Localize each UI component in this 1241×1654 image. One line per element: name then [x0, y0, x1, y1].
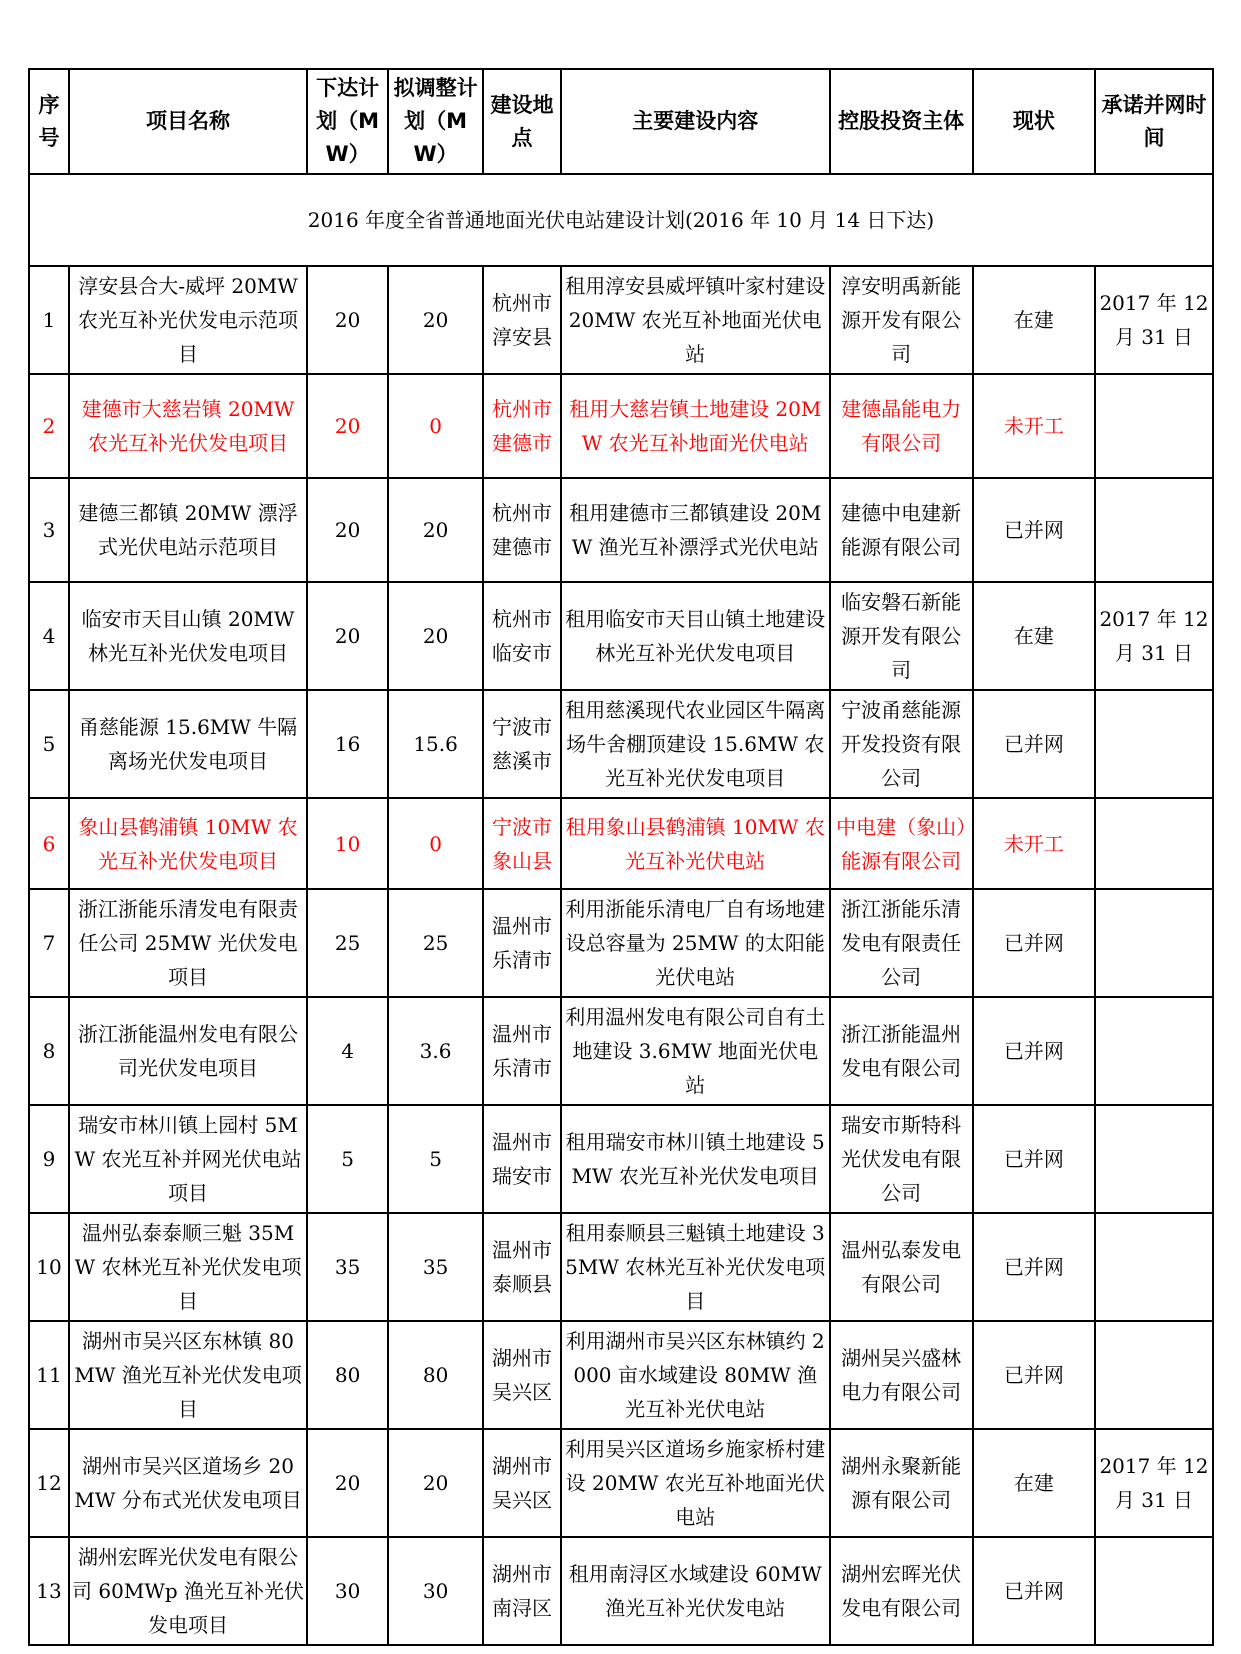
header-seq: 序号	[29, 69, 69, 174]
table-row	[29, 690, 1213, 798]
cell-status: 已并网	[973, 478, 1095, 582]
cell-grid-time	[1095, 1321, 1213, 1429]
header-investor: 控股投资主体	[830, 69, 973, 174]
cell-project-name: 浙江浙能乐清发电有限责任公司 25MW 光伏发电项目	[69, 889, 307, 997]
cell-adjusted-mw: 20	[388, 582, 483, 690]
cell-content: 利用温州发电有限公司自有土地建设 3.6MW 地面光伏电站	[561, 997, 830, 1105]
header-row	[29, 69, 1213, 174]
cell-status: 已并网	[973, 1321, 1095, 1429]
cell-grid-time	[1095, 374, 1213, 478]
cell-status: 在建	[973, 266, 1095, 374]
header-status: 现状	[973, 69, 1095, 174]
cell-status: 未开工	[973, 798, 1095, 889]
cell-grid-time	[1095, 997, 1213, 1105]
cell-content: 租用南浔区水域建设 60MW 渔光互补光伏发电站	[561, 1537, 830, 1645]
cell-project-name: 甬慈能源 15.6MW 牛隔离场光伏发电项目	[69, 690, 307, 798]
cell-grid-time: 2017 年 12 月 31 日	[1095, 1429, 1213, 1537]
cell-content: 租用瑞安市林川镇土地建设 5MW 农光互补光伏发电项目	[561, 1105, 830, 1213]
cell-planned-mw: 20	[307, 1429, 388, 1537]
table-row	[29, 374, 1213, 478]
cell-status: 在建	[973, 1429, 1095, 1537]
cell-planned-mw: 80	[307, 1321, 388, 1429]
cell-planned-mw: 30	[307, 1537, 388, 1645]
cell-location: 湖州市南浔区	[483, 1537, 561, 1645]
cell-grid-time	[1095, 1105, 1213, 1213]
cell-status: 已并网	[973, 690, 1095, 798]
cell-location: 温州市瑞安市	[483, 1105, 561, 1213]
cell-location: 温州市泰顺县	[483, 1213, 561, 1321]
cell-location: 宁波市象山县	[483, 798, 561, 889]
cell-adjusted-mw: 20	[388, 1429, 483, 1537]
cell-location: 温州市乐清市	[483, 889, 561, 997]
table-row	[29, 798, 1213, 889]
cell-project-name: 淳安县合大-威坪 20MW 农光互补光伏发电示范项目	[69, 266, 307, 374]
cell-location: 杭州市淳安县	[483, 266, 561, 374]
cell-grid-time	[1095, 690, 1213, 798]
cell-grid-time	[1095, 798, 1213, 889]
cell-status: 未开工	[973, 374, 1095, 478]
cell-investor: 湖州永聚新能源有限公司	[830, 1429, 973, 1537]
cell-location: 湖州市吴兴区	[483, 1429, 561, 1537]
cell-adjusted-mw: 35	[388, 1213, 483, 1321]
table-row	[29, 889, 1213, 997]
cell-status: 已并网	[973, 1105, 1095, 1213]
cell-grid-time	[1095, 1537, 1213, 1645]
cell-seq: 11	[29, 1321, 69, 1429]
cell-content: 租用临安市天目山镇土地建设林光互补光伏发电项目	[561, 582, 830, 690]
cell-adjusted-mw: 15.6	[388, 690, 483, 798]
cell-content: 利用吴兴区道场乡施家桥村建设 20MW 农光互补地面光伏电站	[561, 1429, 830, 1537]
cell-investor: 浙江浙能乐清发电有限责任公司	[830, 889, 973, 997]
cell-adjusted-mw: 20	[388, 478, 483, 582]
cell-investor: 淳安明禹新能源开发有限公司	[830, 266, 973, 374]
cell-adjusted-mw: 3.6	[388, 997, 483, 1105]
cell-location: 宁波市慈溪市	[483, 690, 561, 798]
cell-planned-mw: 20	[307, 266, 388, 374]
cell-project-name: 象山县鹤浦镇 10MW 农光互补光伏发电项目	[69, 798, 307, 889]
cell-planned-mw: 4	[307, 997, 388, 1105]
cell-planned-mw: 16	[307, 690, 388, 798]
header-adjusted: 拟调整计划（MW）	[388, 69, 483, 174]
cell-status: 已并网	[973, 1213, 1095, 1321]
project-table	[28, 68, 1214, 1646]
cell-project-name: 建德三都镇 20MW 漂浮式光伏电站示范项目	[69, 478, 307, 582]
cell-seq: 13	[29, 1537, 69, 1645]
table-row	[29, 582, 1213, 690]
cell-project-name: 浙江浙能温州发电有限公司光伏发电项目	[69, 997, 307, 1105]
cell-adjusted-mw: 80	[388, 1321, 483, 1429]
header-grid-time: 承诺并网时间	[1095, 69, 1213, 174]
cell-adjusted-mw: 30	[388, 1537, 483, 1645]
table-row	[29, 1321, 1213, 1429]
cell-project-name: 湖州宏晖光伏发电有限公司 60MWp 渔光互补光伏发电项目	[69, 1537, 307, 1645]
cell-location: 温州市乐清市	[483, 997, 561, 1105]
cell-seq: 12	[29, 1429, 69, 1537]
cell-location: 杭州市临安市	[483, 582, 561, 690]
cell-project-name: 临安市天目山镇 20MW 林光互补光伏发电项目	[69, 582, 307, 690]
cell-investor: 宁波甬慈能源开发投资有限公司	[830, 690, 973, 798]
section-title: 2016 年度全省普通地面光伏电站建设计划(2016 年 10 月 14 日下达)	[29, 174, 1213, 266]
cell-grid-time: 2017 年 12 月 31 日	[1095, 582, 1213, 690]
cell-investor: 湖州吴兴盛林电力有限公司	[830, 1321, 973, 1429]
cell-seq: 5	[29, 690, 69, 798]
cell-seq: 2	[29, 374, 69, 478]
cell-seq: 3	[29, 478, 69, 582]
cell-seq: 10	[29, 1213, 69, 1321]
cell-planned-mw: 25	[307, 889, 388, 997]
cell-content: 租用象山县鹤浦镇 10MW 农光互补光伏电站	[561, 798, 830, 889]
cell-status: 在建	[973, 582, 1095, 690]
cell-adjusted-mw: 25	[388, 889, 483, 997]
cell-seq: 4	[29, 582, 69, 690]
header-location: 建设地点	[483, 69, 561, 174]
header-planned: 下达计划（MW）	[307, 69, 388, 174]
cell-investor: 温州弘泰发电有限公司	[830, 1213, 973, 1321]
cell-planned-mw: 20	[307, 478, 388, 582]
cell-content: 租用建德市三都镇建设 20MW 渔光互补漂浮式光伏电站	[561, 478, 830, 582]
table-row	[29, 1537, 1213, 1645]
table-row	[29, 266, 1213, 374]
cell-seq: 6	[29, 798, 69, 889]
cell-adjusted-mw: 0	[388, 798, 483, 889]
header-name: 项目名称	[69, 69, 307, 174]
cell-adjusted-mw: 20	[388, 266, 483, 374]
cell-investor: 建德中电建新能源有限公司	[830, 478, 973, 582]
cell-planned-mw: 20	[307, 374, 388, 478]
cell-location: 湖州市吴兴区	[483, 1321, 561, 1429]
cell-grid-time: 2017 年 12 月 31 日	[1095, 266, 1213, 374]
cell-seq: 9	[29, 1105, 69, 1213]
cell-investor: 瑞安市斯特科光伏发电有限公司	[830, 1105, 973, 1213]
cell-content: 利用湖州市吴兴区东林镇约 2000 亩水域建设 80MW 渔光互补光伏电站	[561, 1321, 830, 1429]
cell-content: 租用泰顺县三魁镇土地建设 35MW 农林光互补光伏发电项目	[561, 1213, 830, 1321]
cell-content: 租用淳安县威坪镇叶家村建设 20MW 农光互补地面光伏电站	[561, 266, 830, 374]
cell-investor: 湖州宏晖光伏发电有限公司	[830, 1537, 973, 1645]
cell-project-name: 湖州市吴兴区道场乡 20MW 分布式光伏发电项目	[69, 1429, 307, 1537]
table-row	[29, 1213, 1213, 1321]
cell-content: 租用大慈岩镇土地建设 20MW 农光互补地面光伏电站	[561, 374, 830, 478]
cell-status: 已并网	[973, 997, 1095, 1105]
cell-grid-time	[1095, 1213, 1213, 1321]
cell-status: 已并网	[973, 889, 1095, 997]
table-row	[29, 1105, 1213, 1213]
cell-location: 杭州市建德市	[483, 478, 561, 582]
table-row	[29, 997, 1213, 1105]
cell-project-name: 瑞安市林川镇上园村 5MW 农光互补并网光伏电站项目	[69, 1105, 307, 1213]
cell-investor: 中电建（象山）能源有限公司	[830, 798, 973, 889]
cell-location: 杭州市建德市	[483, 374, 561, 478]
cell-adjusted-mw: 0	[388, 374, 483, 478]
cell-seq: 7	[29, 889, 69, 997]
cell-planned-mw: 35	[307, 1213, 388, 1321]
section-row	[29, 174, 1213, 266]
cell-planned-mw: 10	[307, 798, 388, 889]
cell-planned-mw: 5	[307, 1105, 388, 1213]
cell-content: 租用慈溪现代农业园区牛隔离场牛舍棚顶建设 15.6MW 农光互补光伏发电项目	[561, 690, 830, 798]
cell-grid-time	[1095, 889, 1213, 997]
cell-content: 利用浙能乐清电厂自有场地建设总容量为 25MW 的太阳能光伏电站	[561, 889, 830, 997]
cell-planned-mw: 20	[307, 582, 388, 690]
cell-seq: 8	[29, 997, 69, 1105]
cell-project-name: 建德市大慈岩镇 20MW 农光互补光伏发电项目	[69, 374, 307, 478]
table-row	[29, 1429, 1213, 1537]
table-row	[29, 478, 1213, 582]
cell-investor: 临安磐石新能源开发有限公司	[830, 582, 973, 690]
cell-project-name: 温州弘泰泰顺三魁 35MW 农林光互补光伏发电项目	[69, 1213, 307, 1321]
cell-seq: 1	[29, 266, 69, 374]
cell-investor: 建德晶能电力有限公司	[830, 374, 973, 478]
header-content: 主要建设内容	[561, 69, 830, 174]
cell-status: 已并网	[973, 1537, 1095, 1645]
cell-project-name: 湖州市吴兴区东林镇 80MW 渔光互补光伏发电项目	[69, 1321, 307, 1429]
cell-grid-time	[1095, 478, 1213, 582]
cell-adjusted-mw: 5	[388, 1105, 483, 1213]
cell-investor: 浙江浙能温州发电有限公司	[830, 997, 973, 1105]
